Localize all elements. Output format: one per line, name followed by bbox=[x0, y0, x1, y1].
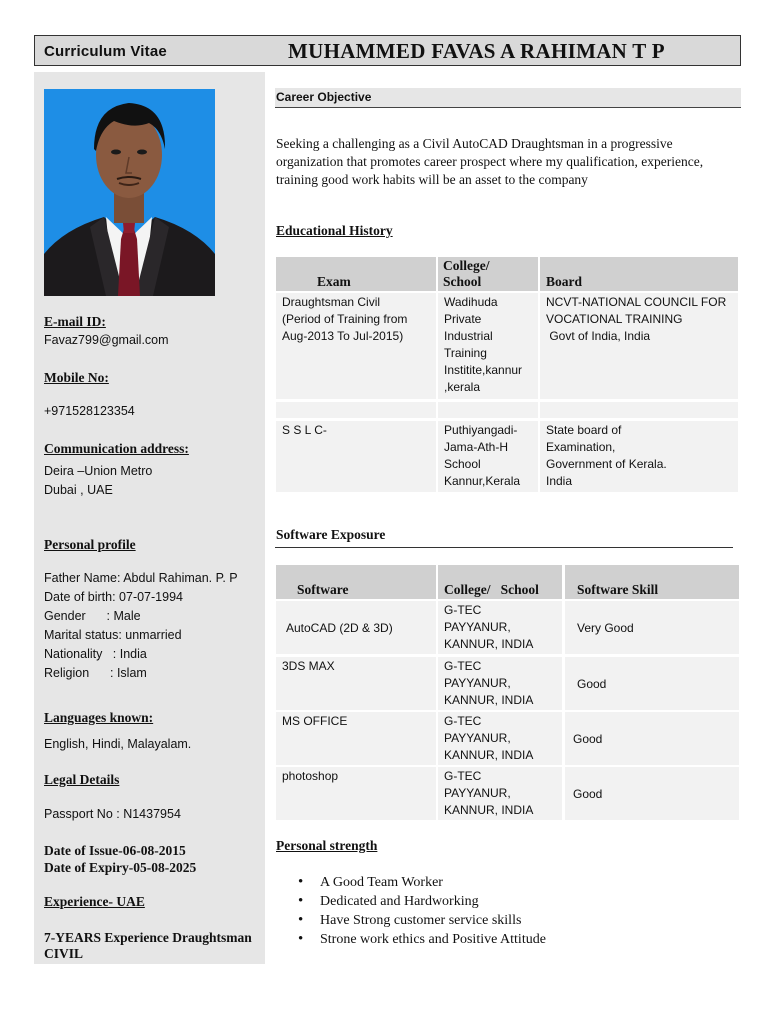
list-item: • A Good Team Worker bbox=[298, 873, 546, 892]
software-cell: G-TEC PAYYANUR, KANNUR, INDIA bbox=[438, 601, 562, 654]
software-exposure-title: Software Exposure bbox=[276, 527, 386, 542]
software-cell: AutoCAD (2D & 3D) bbox=[276, 601, 436, 654]
edu-header-school: College/ School bbox=[438, 257, 538, 291]
software-cell: Good bbox=[565, 712, 739, 765]
address-line-1: Deira –Union Metro bbox=[44, 464, 153, 478]
passport-issue-date: Date of Issue-06-08-2015 bbox=[44, 843, 186, 858]
cv-header bbox=[34, 35, 741, 66]
edu-cell: NCVT-NATIONAL COUNCIL FOR VOCATIONAL TRAINING Govt of India, India bbox=[540, 293, 738, 399]
experience-line-1: 7-YEARS Experience Draughtsman bbox=[44, 930, 252, 945]
profile-photo bbox=[44, 89, 215, 296]
edu-cell bbox=[438, 402, 538, 418]
edu-cell: S S L C- bbox=[276, 421, 436, 492]
software-cell: Good bbox=[565, 767, 739, 820]
mobile-value: +971528123354 bbox=[44, 404, 135, 418]
list-item: • Have Strong customer service skills bbox=[298, 911, 546, 930]
career-objective-title: Career Objective bbox=[276, 90, 372, 104]
candidate-name: MUHAMMED FAVAS A RAHIMAN T P bbox=[288, 39, 665, 63]
strength-list bbox=[298, 873, 546, 949]
experience-line-2: CIVIL bbox=[44, 946, 84, 961]
cv-label: Curriculum Vitae bbox=[44, 43, 167, 60]
experience-label: Experience- UAE bbox=[44, 894, 145, 909]
edu-cell: Draughtsman Civil (Period of Training from Aug-2013 To Jul-2015) bbox=[276, 293, 436, 399]
profile-line: Religion : Islam bbox=[44, 666, 147, 680]
software-cell: G-TEC PAYYANUR, KANNUR, INDIA bbox=[438, 657, 562, 710]
software-cell: Very Good bbox=[565, 601, 739, 654]
software-cell: photoshop bbox=[276, 767, 436, 820]
personal-profile-label: Personal profile bbox=[44, 537, 136, 552]
list-item: • Strone work ethics and Positive Attitude bbox=[298, 930, 546, 949]
software-header-software: Software bbox=[276, 565, 436, 599]
career-objective-heading bbox=[275, 88, 741, 108]
edu-cell bbox=[276, 402, 436, 418]
software-cell: MS OFFICE bbox=[276, 712, 436, 765]
section-divider bbox=[275, 547, 733, 548]
passport-expiry-date: Date of Expiry-05-08-2025 bbox=[44, 860, 197, 875]
languages-value: English, Hindi, Malayalam. bbox=[44, 737, 192, 751]
passport-number: Passport No : N1437954 bbox=[44, 807, 181, 821]
software-header-school: College/ School bbox=[438, 565, 562, 599]
career-objective-text: Seeking a challenging as a Civil AutoCAD Draughtsman in a progressive organization that promotes career prospect where my qualification, experience, training good work habits will be an asset to the company bbox=[276, 136, 704, 187]
sidebar bbox=[34, 72, 265, 964]
profile-line: Marital status: unmarried bbox=[44, 628, 182, 642]
email-label: E-mail ID: bbox=[44, 314, 106, 329]
edu-header-board: Board bbox=[540, 257, 738, 291]
software-cell: G-TEC PAYYANUR, KANNUR, INDIA bbox=[438, 767, 562, 820]
languages-label: Languages known: bbox=[44, 710, 154, 725]
profile-line: Gender : Male bbox=[44, 609, 141, 623]
edu-cell bbox=[540, 402, 738, 418]
edu-cell: Wadihuda Private Industrial Training Institite,kannur ,kerala bbox=[438, 293, 538, 399]
legal-details-label: Legal Details bbox=[44, 772, 120, 787]
software-cell: 3DS MAX bbox=[276, 657, 436, 710]
profile-line: Father Name: Abdul Rahiman. P. P bbox=[44, 571, 238, 585]
educational-history-title: Educational History bbox=[276, 223, 393, 238]
profile-line: Date of birth: 07-07-1994 bbox=[44, 590, 183, 604]
mobile-label: Mobile No: bbox=[44, 370, 109, 385]
list-item: • Dedicated and Hardworking bbox=[298, 892, 546, 911]
address-label: Communication address: bbox=[44, 441, 189, 456]
email-value: Favaz799@gmail.com bbox=[44, 333, 169, 347]
address-line-2: Dubai , UAE bbox=[44, 483, 113, 497]
edu-cell: State board of Examination, Government of Kerala. India bbox=[540, 421, 738, 492]
software-header-skill: Software Skill bbox=[565, 565, 739, 599]
profile-line: Nationality : India bbox=[44, 647, 147, 661]
software-cell: Good bbox=[565, 657, 739, 710]
edu-cell: Puthiyangadi- Jama-Ath-H School Kannur,Kerala bbox=[438, 421, 538, 492]
software-cell: G-TEC PAYYANUR, KANNUR, INDIA bbox=[438, 712, 562, 765]
personal-strength-title: Personal strength bbox=[276, 838, 378, 853]
edu-header-exam: Exam bbox=[276, 257, 436, 291]
